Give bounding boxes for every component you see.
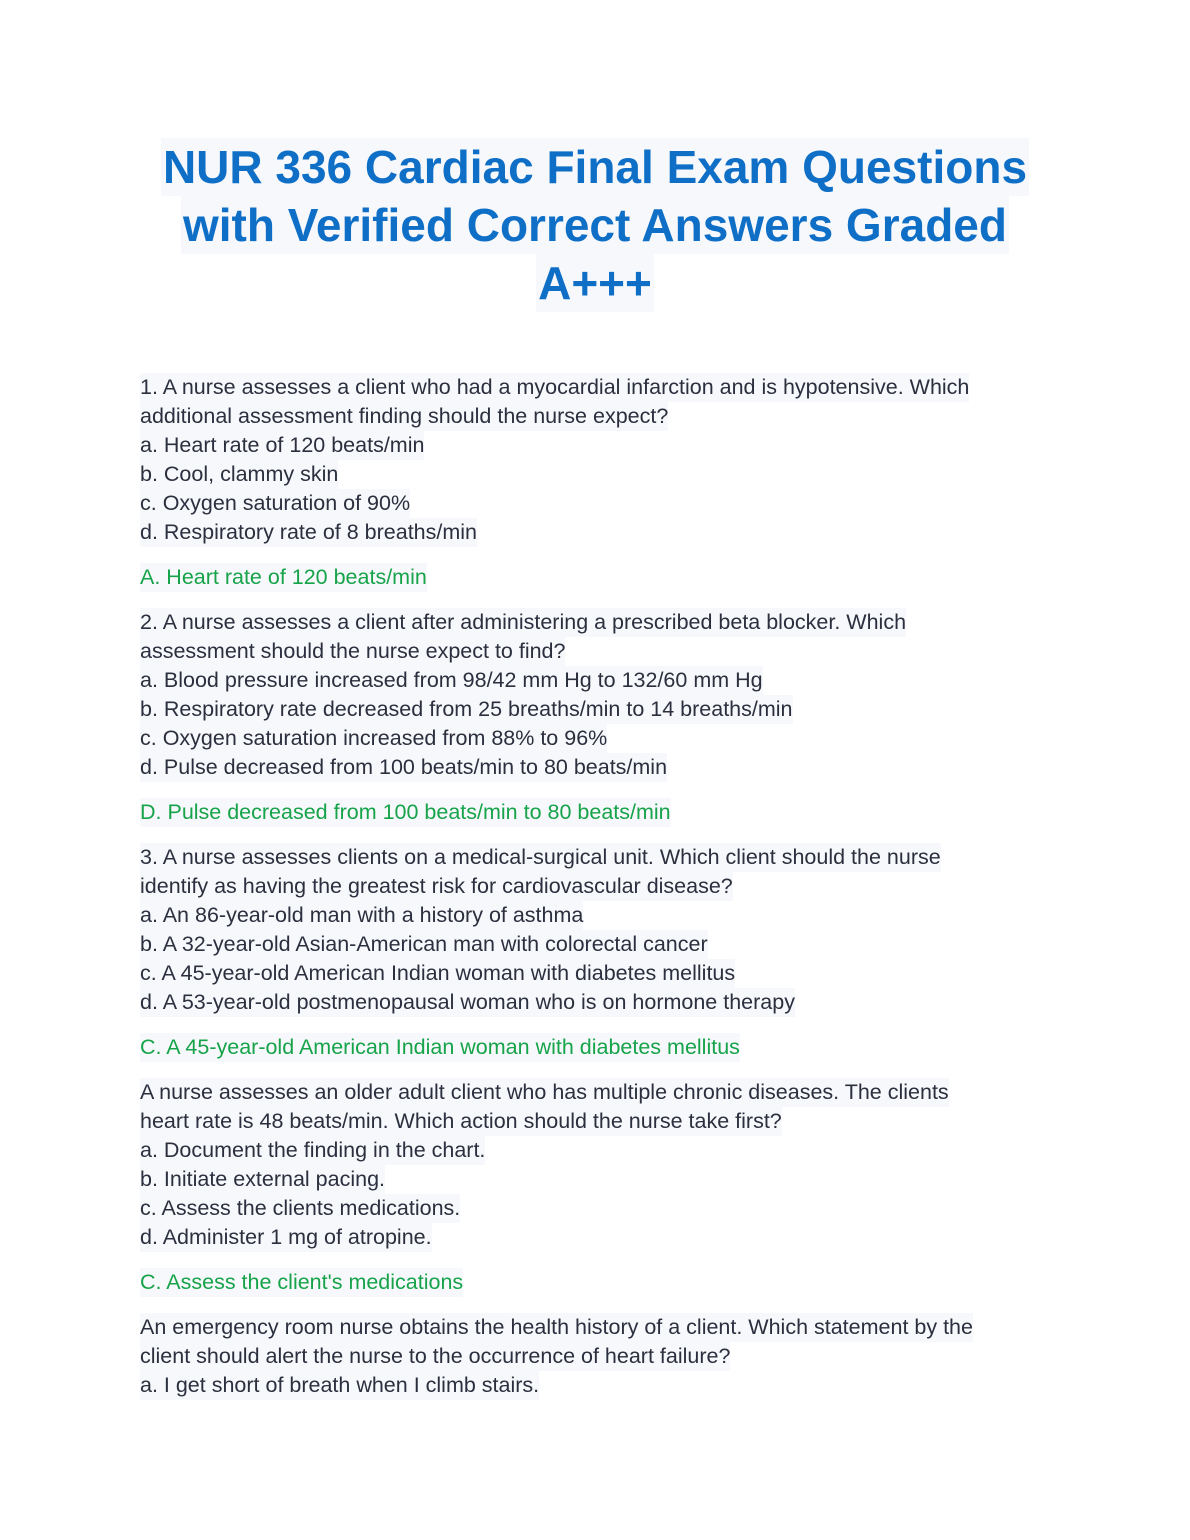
question-block [140,843,1060,1078]
correct-answer: A. Heart rate of 120 beats/min [140,563,1060,592]
answer-option: b. Respiratory rate decreased from 25 breaths/min to 14 breaths/min [140,695,1060,724]
answer-option: c. Assess the clients medications. [140,1194,1060,1223]
answer-option: a. Blood pressure increased from 98/42 mm Hg to 132/60 mm Hg [140,666,1060,695]
answer-option: c. A 45-year-old American Indian woman with diabetes mellitus [140,959,1060,988]
question-stem-line: An emergency room nurse obtains the health history of a client. Which statement by the [140,1313,1060,1342]
answer-option: c. Oxygen saturation of 90% [140,489,1060,518]
title-line: with Verified Correct Answers Graded [181,196,1009,254]
question-stem-line: 2. A nurse assesses a client after administering a prescribed beta blocker. Which [140,608,1060,637]
answer-option: d. Pulse decreased from 100 beats/min to 80 beats/min [140,753,1060,782]
answer-option: a. An 86-year-old man with a history of asthma [140,901,1060,930]
question-block [140,1078,1060,1313]
answer-option: a. Document the finding in the chart. [140,1136,1060,1165]
question-block [140,1313,1060,1400]
correct-answer: C. A 45-year-old American Indian woman with diabetes mellitus [140,1033,1060,1062]
question-stem-line: 1. A nurse assesses a client who had a myocardial infarction and is hypotensive. Which [140,373,1060,402]
question-stem-line: heart rate is 48 beats/min. Which action should the nurse take first? [140,1107,1060,1136]
answer-option: c. Oxygen saturation increased from 88% to 96% [140,724,1060,753]
question-stem-line: client should alert the nurse to the occurrence of heart failure? [140,1342,1060,1371]
question-block [140,608,1060,843]
document-title [0,138,1190,312]
answer-option: a. Heart rate of 120 beats/min [140,431,1060,460]
question-block [140,373,1060,608]
answer-option: b. A 32-year-old Asian-American man with colorectal cancer [140,930,1060,959]
correct-answer: D. Pulse decreased from 100 beats/min to 80 beats/min [140,798,1060,827]
question-stem-line: A nurse assesses an older adult client who has multiple chronic diseases. The clients [140,1078,1060,1107]
answer-option: d. Administer 1 mg of atropine. [140,1223,1060,1252]
question-stem-line: 3. A nurse assesses clients on a medical-surgical unit. Which client should the nurse [140,843,1060,872]
title-line: A+++ [536,254,654,312]
answer-option: d. A 53-year-old postmenopausal woman who is on hormone therapy [140,988,1060,1017]
answer-option: d. Respiratory rate of 8 breaths/min [140,518,1060,547]
question-list [140,373,1060,1400]
answer-option: b. Cool, clammy skin [140,460,1060,489]
question-stem-line: assessment should the nurse expect to find? [140,637,1060,666]
correct-answer: C. Assess the client's medications [140,1268,1060,1297]
answer-option: a. I get short of breath when I climb stairs. [140,1371,1060,1400]
question-stem-line: additional assessment finding should the nurse expect? [140,402,1060,431]
answer-option: b. Initiate external pacing. [140,1165,1060,1194]
question-stem-line: identify as having the greatest risk for cardiovascular disease? [140,872,1060,901]
title-line: NUR 336 Cardiac Final Exam Questions [161,138,1029,196]
